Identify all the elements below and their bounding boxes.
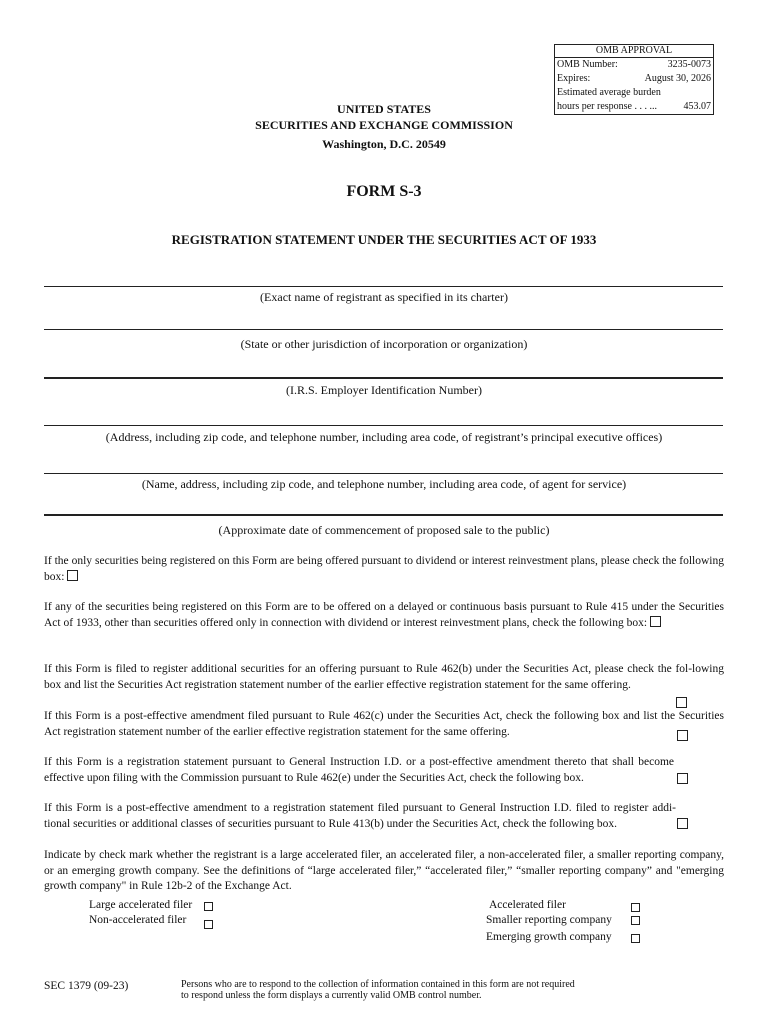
rule-462b-text: If this Form is filed to register additional securities for an offering pursuant to Rule 462(b) under the Securities Act, please check the fol-lowing box and list the Securities Act registration statement number of the earlier effective registration statement for the same offering. [44, 663, 724, 691]
address-field[interactable] [44, 425, 723, 426]
large-accelerated-filer-label: Large accelerated filer [89, 899, 193, 911]
agent-for-service-caption: (Name, address, including zip code, and telephone number, including area code, of agent for service) [141, 477, 627, 491]
rule-462c-text: If this Form is a post-effective amendment filed pursuant to Rule 462(c) under the Securities Act, check the following box and list the Securities Act registration statement number of the earlier effective registration statement for the same offering. [44, 710, 724, 738]
omb-burden-line1: Estimated average burden [557, 87, 661, 98]
irs-ein-caption: (I.R.S. Employer Identification Number) [286, 383, 482, 397]
non-accelerated-filer-label: Non-accelerated filer [89, 914, 187, 926]
emerging-growth-company-label: Emerging growth company [486, 931, 612, 943]
jurisdiction-caption: (State or other jurisdiction of incorporation or organization) [240, 337, 528, 351]
omb-notice: Persons who are to respond to the collection of information contained in this form are not required to respond unless the form displays a currently valid OMB control number. [181, 979, 575, 1001]
form-code: SEC 1379 (09-23) [44, 980, 129, 992]
omb-number-value: 3235-0073 [667, 59, 711, 70]
sale-date-caption: (Approximate date of commencement of proposed sale to the public) [218, 523, 550, 537]
rule-462b-checkbox[interactable] [676, 697, 687, 708]
agent-for-service-field[interactable] [44, 473, 723, 474]
omb-burden-row-1 [557, 86, 711, 100]
smaller-reporting-company-checkbox[interactable] [631, 916, 640, 925]
header-agency: SECURITIES AND EXCHANGE COMMISSION [255, 118, 513, 132]
omb-expires-row [557, 72, 711, 86]
rule-462e-checkbox[interactable] [677, 773, 688, 784]
omb-burden-value: 453.07 [683, 101, 711, 112]
dividend-reinvestment-checkbox[interactable] [67, 570, 78, 581]
dividend-reinvestment-text: If the only securities being registered on this Form are being offered pursuant to dividend or interest reinvestment plans, please check the following box: [44, 555, 724, 583]
rule-415-checkbox[interactable] [650, 616, 661, 627]
registrant-name-caption: (Exact name of registrant as specified in its charter) [260, 290, 508, 304]
rule-462e-paragraph [44, 755, 674, 786]
filer-status-text: Indicate by check mark whether the registrant is a large accelerated filer, an accelerated filer, a non-accelerated filer, a smaller reporting company, or an emerging growth company. See the definitions of “large accelerated filer,” “accelerated filer,” “smaller reporting company” and "emerging growth company" in Rule 12b-2 of the Exchange Act. [44, 849, 724, 892]
address-caption: (Address, including zip code, and telephone number, including area code, of registrant’s principal executive offices) [105, 430, 663, 444]
smaller-reporting-company-label: Smaller reporting company [486, 914, 612, 926]
omb-expires-value: August 30, 2026 [644, 73, 711, 84]
rule-415-text: If any of the securities being registered on this Form are to be offered on a delayed or continuous basis pursuant to Rule 415 under the Securities Act of 1933, other than securities offered only in connection with dividend or interest reinvestment plans, check the following box: [44, 601, 724, 629]
rule-415-paragraph [44, 600, 724, 631]
rule-413b-checkbox[interactable] [677, 818, 688, 829]
rule-462e-text: If this Form is a registration statement pursuant to General Instruction I.D. or a post-effective amendment thereto that shall become effective upon filing with the Commission pursuant to Rule 462(e) under the Securities Act, check the following box. [44, 756, 674, 784]
header-location: Washington, D.C. 20549 [322, 137, 446, 151]
omb-heading: OMB APPROVAL [555, 45, 713, 58]
large-accelerated-filer-option [89, 898, 192, 913]
statement-title: REGISTRATION STATEMENT UNDER THE SECURITIES ACT OF 1933 [171, 232, 597, 247]
rule-413b-text: If this Form is a post-effective amendment to a registration statement filed pursuant to General Instruction I.D. filed to register addi-tional securities or additional classes of securities pursuant to Rule 413(b) under the Securities Act, check the following box. [44, 802, 676, 830]
rule-462b-paragraph [44, 662, 724, 693]
registrant-name-field[interactable] [44, 286, 723, 287]
omb-expires-label: Expires: [557, 73, 591, 84]
omb-number-row [557, 58, 711, 72]
header-country: UNITED STATES [337, 102, 431, 116]
omb-burden-label: hours per response . . . ... [557, 101, 657, 112]
rule-462c-checkbox[interactable] [677, 730, 688, 741]
non-accelerated-filer-option [89, 913, 186, 928]
dividend-reinvestment-paragraph [44, 554, 724, 585]
rule-462c-paragraph [44, 709, 724, 740]
smaller-reporting-company-option [486, 913, 612, 928]
form-title: FORM S-3 [346, 183, 422, 200]
accelerated-filer-checkbox[interactable] [631, 903, 640, 912]
irs-ein-field[interactable] [44, 377, 723, 379]
accelerated-filer-label: Accelerated filer [489, 899, 566, 911]
rule-413b-paragraph [44, 801, 676, 832]
emerging-growth-company-checkbox[interactable] [631, 934, 640, 943]
accelerated-filer-option [489, 898, 566, 913]
filer-status-paragraph [44, 848, 724, 895]
jurisdiction-field[interactable] [44, 329, 723, 330]
large-accelerated-filer-checkbox[interactable] [204, 902, 213, 911]
sale-date-field[interactable] [44, 514, 723, 516]
non-accelerated-filer-checkbox[interactable] [204, 920, 213, 929]
emerging-growth-company-option [486, 930, 612, 945]
omb-number-label: OMB Number: [557, 59, 618, 70]
